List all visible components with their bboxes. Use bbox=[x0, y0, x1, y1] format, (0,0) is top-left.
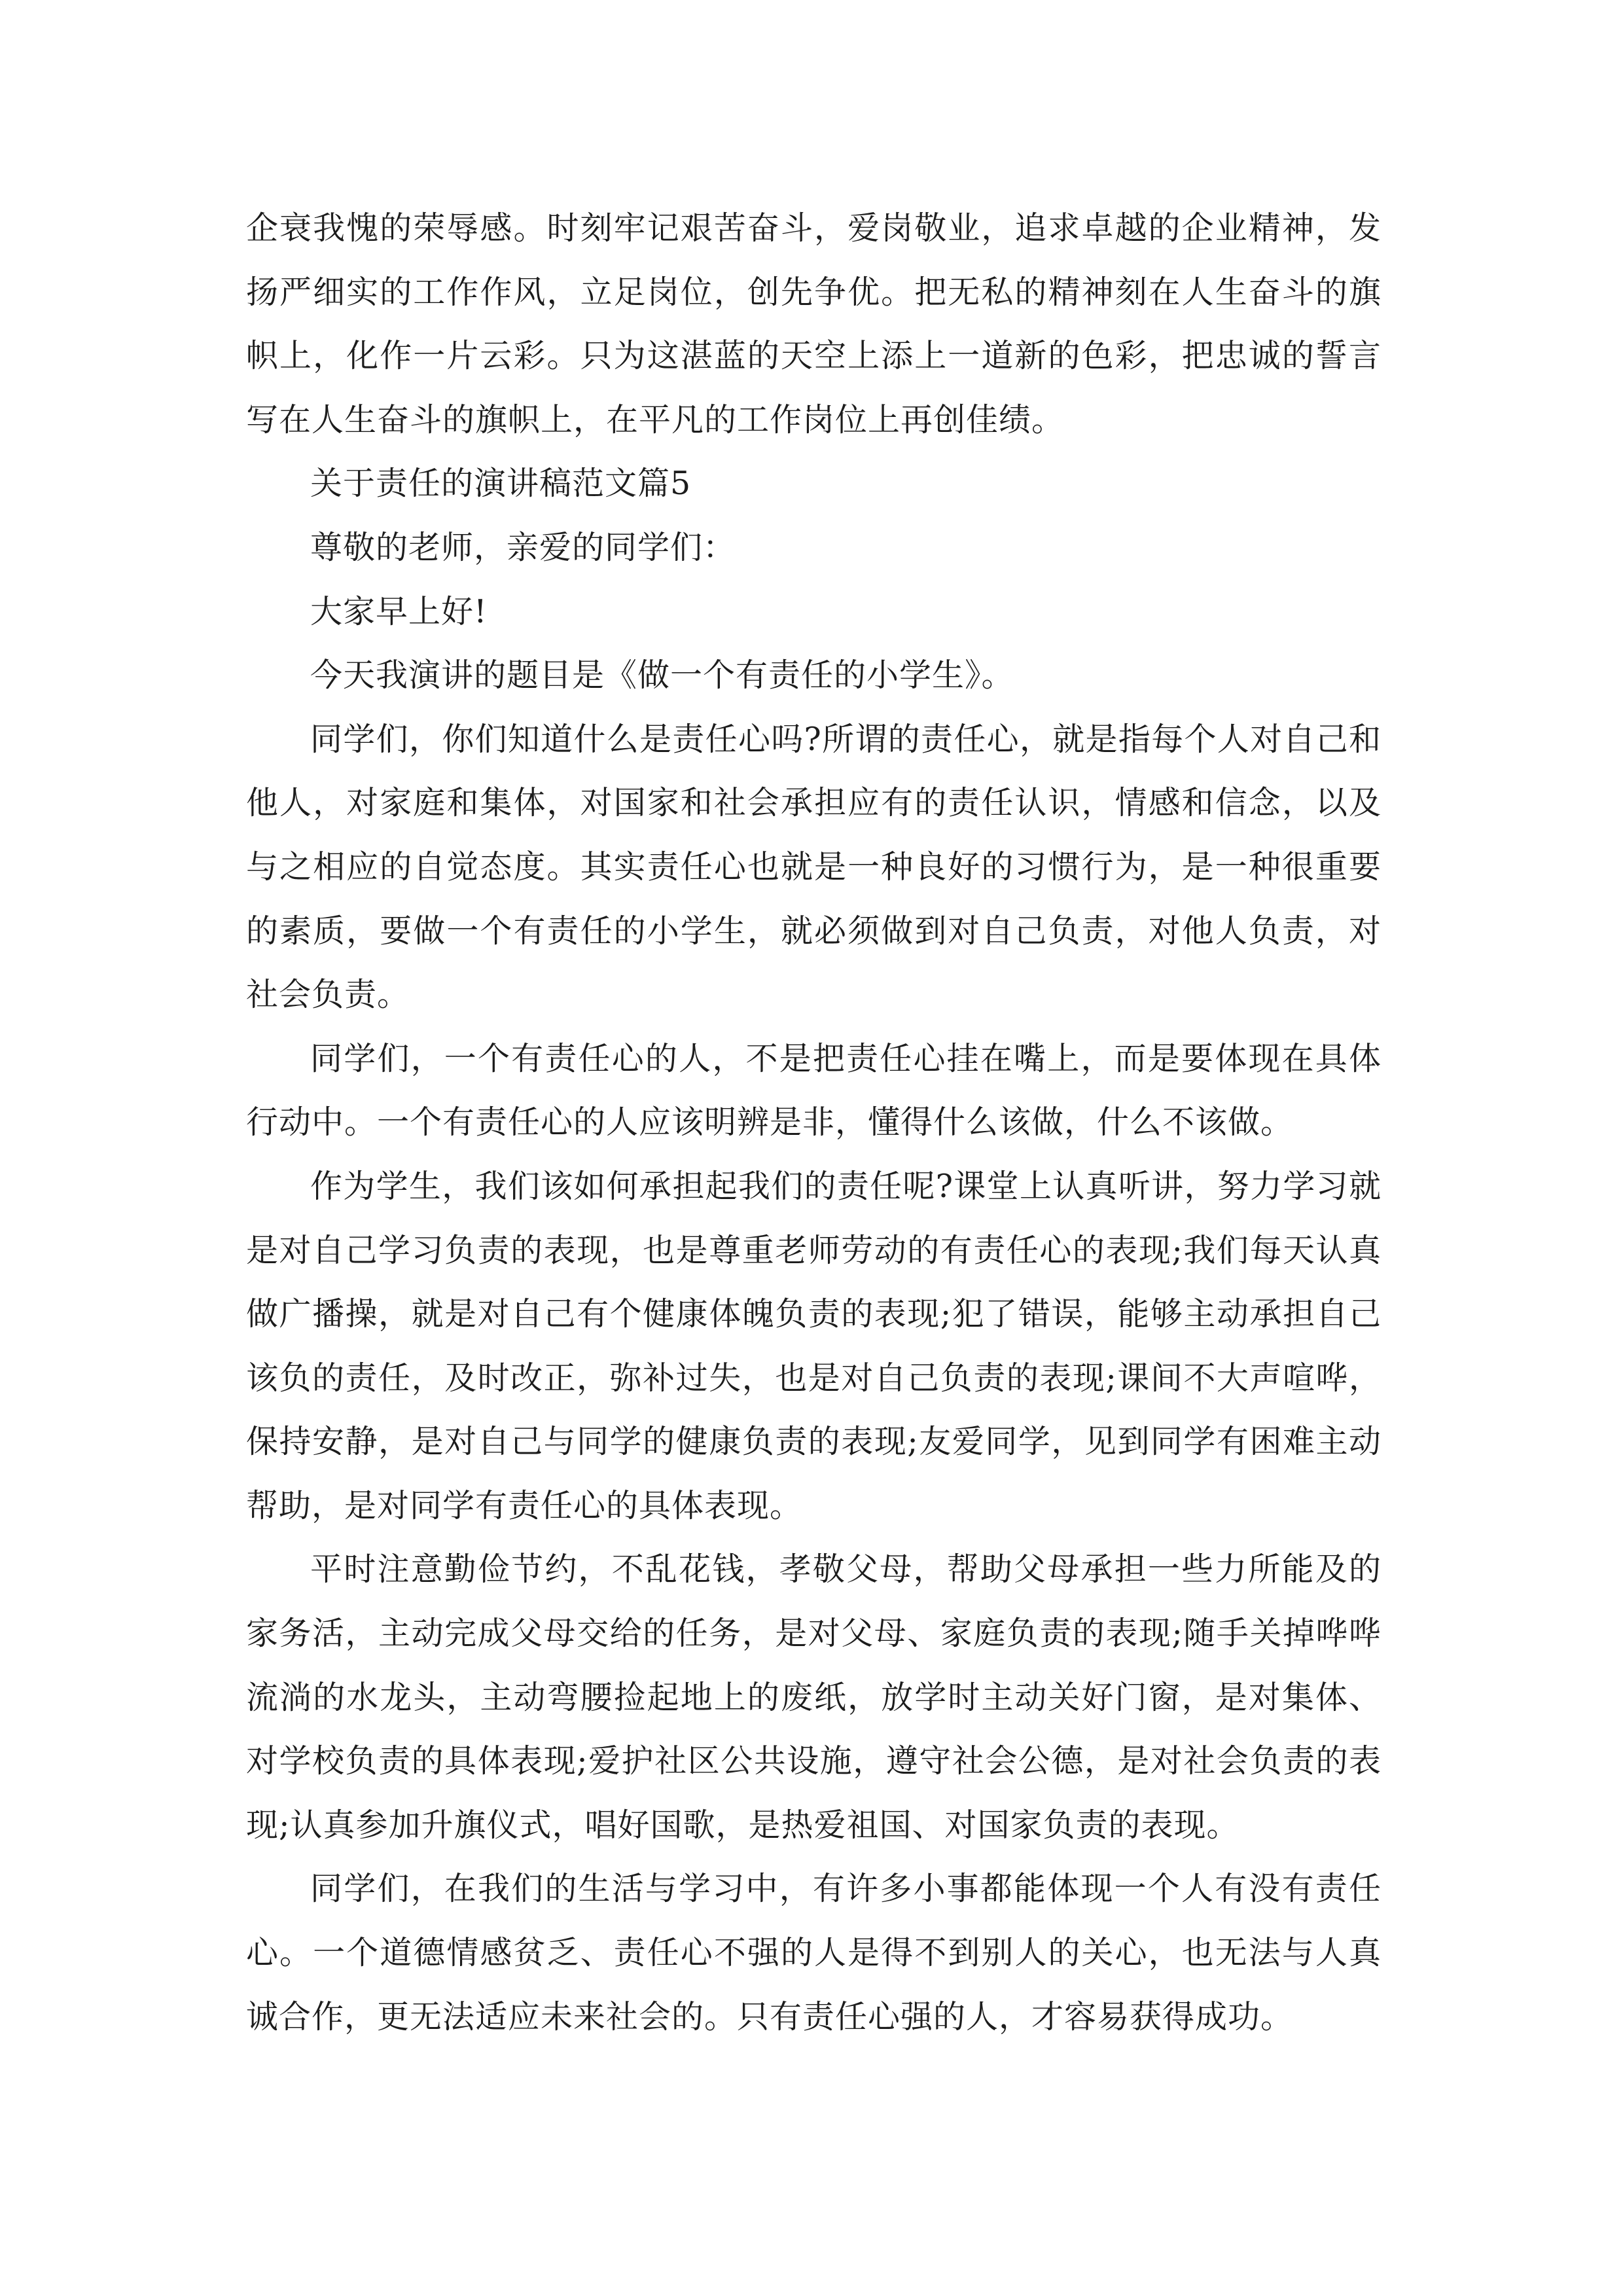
paragraph: 作为学生，我们该如何承担起我们的责任呢?课堂上认真听讲，努力学习就是对自己学习负责的表现，也是尊重老师劳动的有责任心的表现;我们每天认真做广播操，就是对自己有个健康体魄负责的表现;犯了错误，能够主动承担自己该负的责任，及时改正，弥补过失，也是对自己负责的表现;课间不大声喧哗，保持安静，是对自己与同学的健康负责的表现;友爱同学，见到同学有困难主动帮助，是对同学有责任心的具体表现。 bbox=[246, 1167, 1382, 1524]
greeting: 大家早上好! bbox=[310, 592, 488, 630]
section-heading: 关于责任的演讲稿范文篇5 bbox=[310, 465, 692, 503]
salutation: 尊敬的老师，亲爱的同学们： bbox=[310, 528, 736, 566]
paragraph: 同学们，在我们的生活与学习中，有许多小事都能体现一个人有没有责任心。一个道德情感贫乏、责任心不强的人是得不到别人的关心，也无法与人真诚合作，更无法适应未来社会的。只有责任心强的人，才容易获得成功。 bbox=[246, 1870, 1382, 2036]
paragraph-continued: 企衰我愧的荣辱感。时刻牢记艰苦奋斗，爱岗敬业，追求卓越的企业精神，发扬严细实的工作作风，立足岗位，创先争优。把无私的精神刻在人生奋斗的旗帜上，化作一片云彩。只为这湛蓝的天空上添上一道新的色彩，把忠诚的誓言写在人生奋斗的旗帜上，在平凡的工作岗位上再创佳绩。 bbox=[246, 209, 1382, 439]
paragraph: 平时注意勤俭节约，不乱花钱，孝敬父母，帮助父母承担一些力所能及的家务活，主动完成父母交给的任务，是对父母、家庭负责的表现;随手关掉哗哗流淌的水龙头，主动弯腰捡起地上的废纸，放学时主动关好门窗，是对集体、对学校负责的具体表现;爱护社区公共设施，遵守社会公德，是对社会负责的表现;认真参加升旗仪式，唱好国歌，是热爱祖国、对国家负责的表现。 bbox=[246, 1551, 1382, 1844]
paragraph: 同学们，你们知道什么是责任心吗?所谓的责任心，就是指每个人对自己和他人，对家庭和集体，对国家和社会承担应有的责任认识，情感和信念，以及与之相应的自觉态度。其实责任心也就是一种良好的习惯行为，是一种很重要的素质，要做一个有责任的小学生，就必须做到对自己负责，对他人负责，对社会负责。 bbox=[246, 720, 1382, 1014]
paragraph: 同学们，一个有责任心的人，不是把责任心挂在嘴上，而是要体现在具体行动中。一个有责任心的人应该明辨是非，懂得什么该做，什么不该做。 bbox=[246, 1039, 1382, 1141]
speech-topic: 今天我演讲的题目是《做一个有责任的小学生》。 bbox=[310, 656, 1014, 694]
document-body bbox=[246, 196, 1382, 2049]
